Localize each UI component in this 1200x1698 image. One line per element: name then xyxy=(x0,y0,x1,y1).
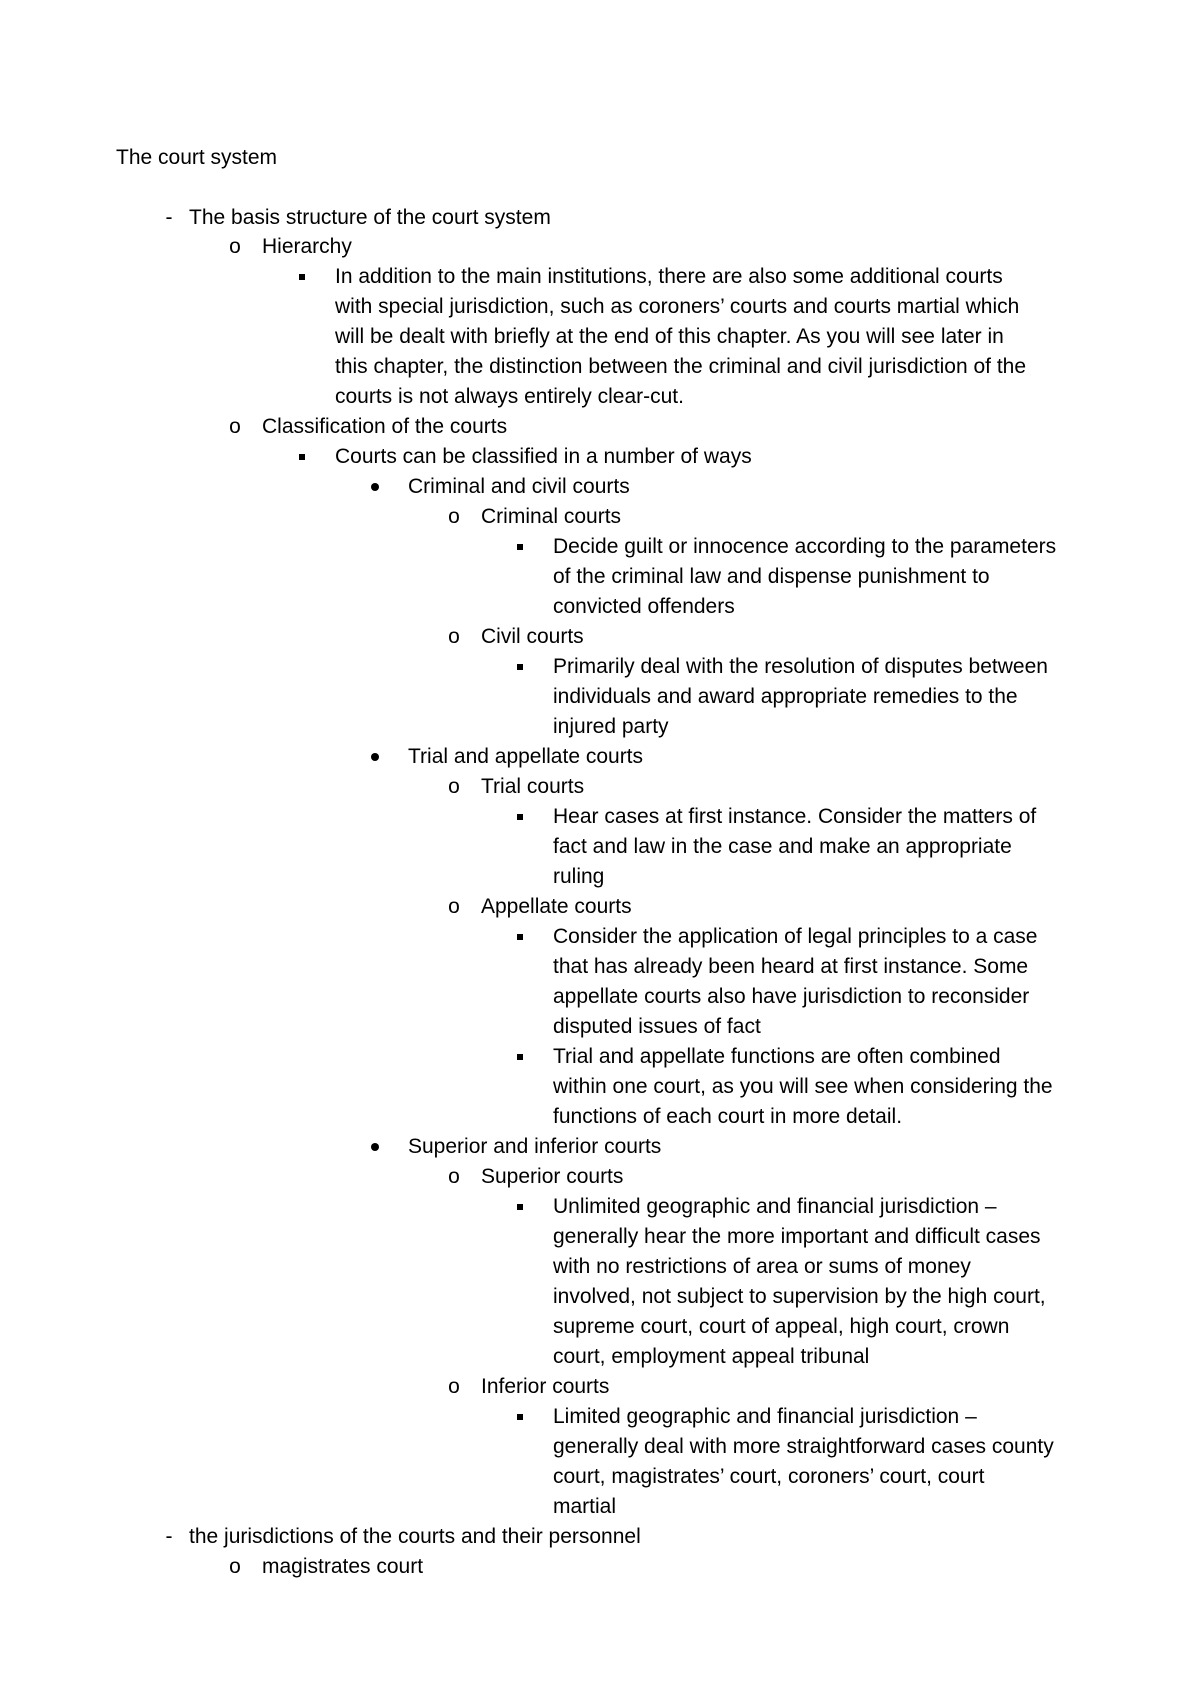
trial-courts-description xyxy=(553,802,1036,892)
text-line: martial xyxy=(553,1495,617,1518)
text-line: convicted offenders xyxy=(553,595,735,618)
section-heading: The basis structure of the court system xyxy=(189,206,551,229)
text-line: individuals and award appropriate remedies to the xyxy=(553,685,1018,708)
square-bullet xyxy=(299,454,305,460)
page-title: The court system xyxy=(116,146,278,169)
text-line: this chapter, the distinction between the criminal and civil jurisdiction of the xyxy=(335,355,1027,378)
subtopic-civil-courts xyxy=(448,622,584,652)
topic-hierarchy xyxy=(229,232,352,262)
square-bullet xyxy=(299,274,305,280)
text-line: Hear cases at first instance. Consider the matters of xyxy=(553,805,1037,828)
text-line: Primarily deal with the resolution of disputes between xyxy=(553,655,1048,678)
criminal-courts-description xyxy=(553,532,1056,622)
square-bullet xyxy=(517,1204,523,1210)
text-line: fact and law in the case and make an appropriate xyxy=(553,835,1012,858)
square-bullet xyxy=(517,934,523,940)
square-bullet xyxy=(517,664,523,670)
text-line: with special jurisdiction, such as coroners’ courts and courts martial which xyxy=(335,295,1020,318)
dot-bullet xyxy=(371,1143,379,1151)
category-trial-appellate xyxy=(408,742,643,772)
text-line: with no restrictions of area or sums of money xyxy=(553,1255,971,1278)
appellate-courts-description xyxy=(553,922,1037,1042)
subtopic-heading: Inferior courts xyxy=(481,1375,610,1398)
text-line: of the criminal law and dispense punishment to xyxy=(553,565,990,588)
circle-bullet: o xyxy=(448,1375,460,1398)
subtopic-inferior-courts xyxy=(448,1372,610,1402)
text-line: involved, not subject to supervision by the high court, xyxy=(553,1285,1046,1308)
dot-bullet xyxy=(371,483,379,491)
combined-functions-note xyxy=(553,1042,1053,1132)
circle-bullet: o xyxy=(229,1555,241,1578)
subtopic-criminal-courts xyxy=(448,502,622,532)
text-line: generally deal with more straightforward cases county xyxy=(553,1435,1054,1458)
text-line: court, magistrates’ court, coroners’ court, court xyxy=(553,1465,985,1488)
text-line: Consider the application of legal principles to a case xyxy=(553,925,1038,948)
dash-bullet: - xyxy=(165,206,173,229)
text-line: supreme court, court of appeal, high court, crown xyxy=(553,1315,1010,1338)
topic-heading: Classification of the courts xyxy=(262,415,508,438)
circle-bullet: o xyxy=(229,415,241,438)
superior-courts-description xyxy=(553,1192,1046,1372)
circle-bullet: o xyxy=(448,895,460,918)
square-bullet xyxy=(517,1054,523,1060)
topic-heading: Hierarchy xyxy=(262,235,352,258)
text-line: courts is not always entirely clear-cut. xyxy=(335,385,684,408)
category-heading: Trial and appellate courts xyxy=(408,745,644,768)
text-line: Courts can be classified in a number of ways xyxy=(335,445,752,468)
text-line: Decide guilt or innocence according to the parameters xyxy=(553,535,1057,558)
dot-bullet xyxy=(371,753,379,761)
dash-bullet: - xyxy=(165,1525,173,1548)
topic-classification xyxy=(229,412,508,442)
text-line: Unlimited geographic and financial jurisdiction – xyxy=(553,1195,997,1218)
circle-bullet: o xyxy=(448,505,460,528)
text-line: disputed issues of fact xyxy=(553,1015,761,1038)
civil-courts-description xyxy=(553,652,1048,742)
text-line: that has already been heard at first instance. Some xyxy=(553,955,1029,978)
square-bullet xyxy=(517,1414,523,1420)
category-criminal-civil xyxy=(408,472,630,502)
text-line: functions of each court in more detail. xyxy=(553,1105,903,1128)
text-line: Limited geographic and financial jurisdiction – xyxy=(553,1405,977,1428)
text-line: injured party xyxy=(553,715,669,738)
inferior-courts-description xyxy=(553,1402,1054,1522)
topic-heading: magistrates court xyxy=(262,1555,424,1578)
category-superior-inferior xyxy=(408,1132,661,1162)
text-line: within one court, as you will see when considering the xyxy=(553,1075,1053,1098)
text-line: will be dealt with briefly at the end of this chapter. As you will see later in xyxy=(335,325,1004,348)
text-line: ruling xyxy=(553,865,605,888)
subtopic-heading: Superior courts xyxy=(481,1165,624,1188)
section-jurisdictions xyxy=(165,1522,641,1552)
text-line: court, employment appeal tribunal xyxy=(553,1345,870,1368)
subtopic-trial-courts xyxy=(448,772,585,802)
circle-bullet: o xyxy=(448,1165,460,1188)
topic-magistrates-court xyxy=(229,1552,424,1582)
circle-bullet: o xyxy=(229,235,241,258)
category-heading: Criminal and civil courts xyxy=(408,475,630,498)
section-basis-structure xyxy=(165,203,551,233)
text-line: appellate courts also have jurisdiction to reconsider xyxy=(553,985,1030,1008)
text-line: Trial and appellate functions are often combined xyxy=(553,1045,1001,1068)
category-heading: Superior and inferior courts xyxy=(408,1135,662,1158)
hierarchy-paragraph xyxy=(335,262,1026,412)
circle-bullet: o xyxy=(448,775,460,798)
text-line: generally hear the more important and difficult cases xyxy=(553,1225,1041,1248)
subtopic-appellate-courts xyxy=(448,892,632,922)
subtopic-heading: Trial courts xyxy=(481,775,585,798)
square-bullet xyxy=(517,814,523,820)
circle-bullet: o xyxy=(448,625,460,648)
subtopic-heading: Appellate courts xyxy=(481,895,632,918)
section-heading: the jurisdictions of the courts and their personnel xyxy=(189,1525,641,1548)
subtopic-superior-courts xyxy=(448,1162,624,1192)
square-bullet xyxy=(517,544,523,550)
subtopic-heading: Civil courts xyxy=(481,625,584,648)
classification-intro xyxy=(335,442,752,472)
subtopic-heading: Criminal courts xyxy=(481,505,622,528)
text-line: In addition to the main institutions, there are also some additional courts xyxy=(335,265,1003,288)
